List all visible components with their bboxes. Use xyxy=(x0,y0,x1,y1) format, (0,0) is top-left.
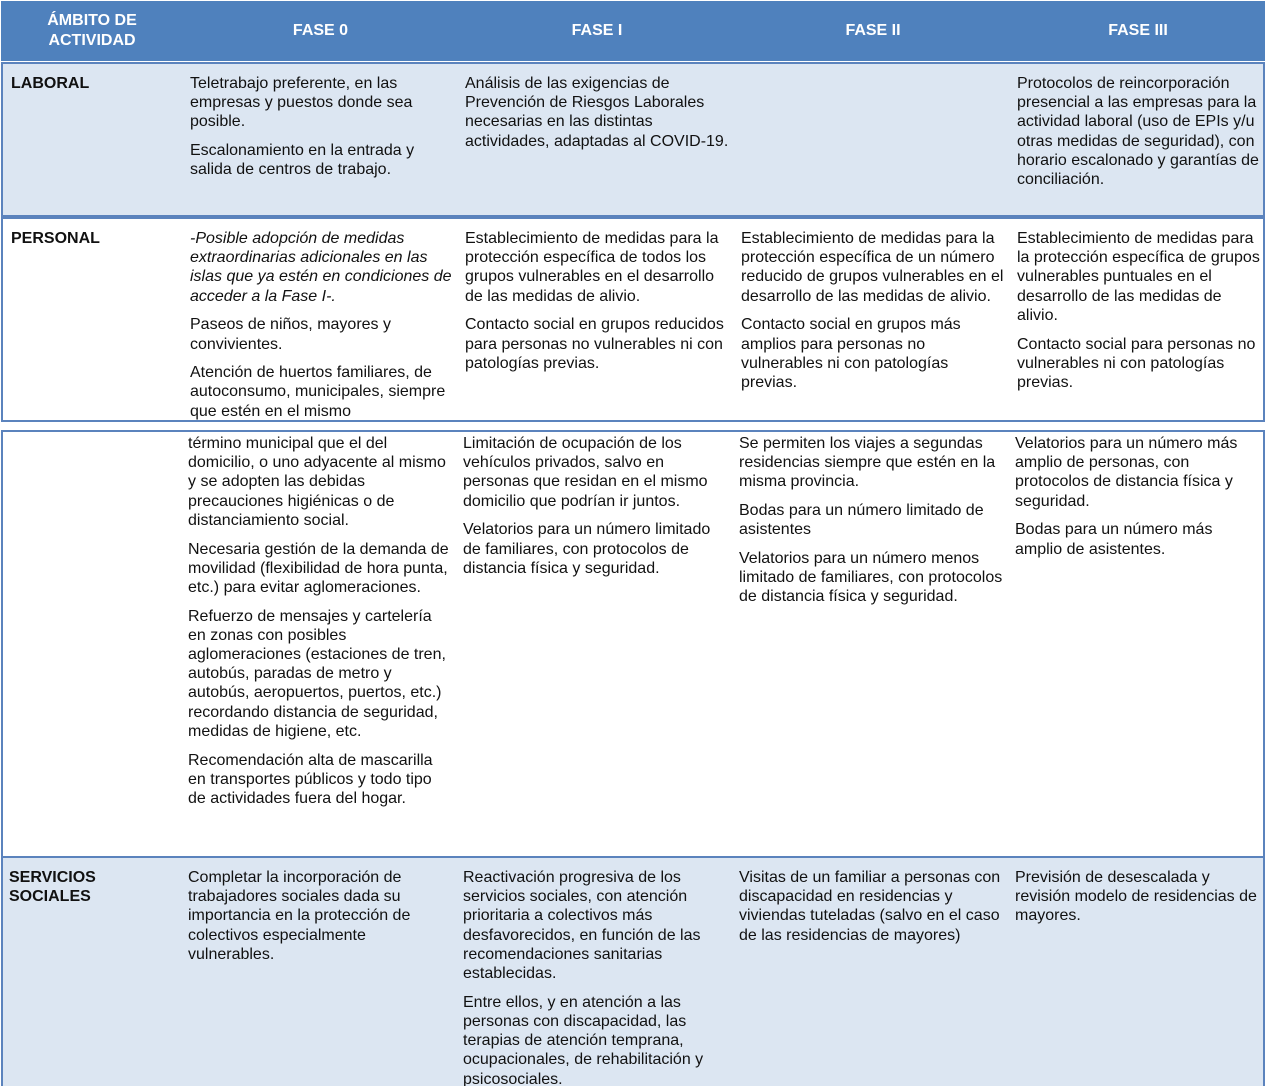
servicios-fase-3-item: Previsión de desescalada y revisión modelo de residencias de mayores. xyxy=(1015,869,1257,925)
personal-fase-2-item: Contacto social en grupos más amplios para personas no vulnerables ni con patologías previas. xyxy=(741,316,961,391)
personal-cont-fase-0-item: Recomendación alta de mascarilla en transportes públicos y todo tipo de actividades fuera del hogar. xyxy=(188,751,433,807)
personal-cont-fase-3-item: Bodas para un número más amplio de asistentes. xyxy=(1015,521,1213,558)
row-laboral xyxy=(1,62,1265,217)
laboral-fase-3 xyxy=(1017,64,1265,199)
personal-cont-fase-1-item: Limitación de ocupación de los vehículos privados, salvo en personas que residan en el mismo domicilio que podrían ir juntos. xyxy=(463,435,708,510)
servicios-fase-0-item: Completar la incorporación de trabajadores sociales dada su importancia en la protección de colectivos especialmente vulnerables. xyxy=(188,869,411,963)
personal-fase-1 xyxy=(465,219,730,382)
personal-fase-2 xyxy=(741,219,1006,402)
personal-fase-1-item: Establecimiento de medidas para la protección específica de todos los grupos vulnerables en el desarrollo de las medidas de alivio. xyxy=(465,230,719,305)
personal-cont-fase-2 xyxy=(739,432,1004,616)
personal-fase-2-item: Establecimiento de medidas para la protección específica de un número reducido de grupos vulnerables en el desarrollo de las medidas de alivio. xyxy=(741,230,1004,305)
row-label-laboral: LABORAL xyxy=(11,75,90,92)
laboral-fase-0 xyxy=(190,64,455,189)
row-label-personal: PERSONAL xyxy=(11,230,100,247)
header-fase-2: FASE II xyxy=(845,22,901,39)
laboral-fase-3-item: Protocolos de reincorporación presencial a las empresas para la actividad laboral (uso de EPIs y/u otras medidas de seguridad), con horario escalonado y garantías de conciliación. xyxy=(1017,75,1259,189)
row-label-servicios-sociales: SERVICIOS SOCIALES xyxy=(9,869,96,905)
personal-cont-fase-1 xyxy=(463,432,728,587)
personal-cont-fase-0-item: Refuerzo de mensajes y cartelería en zonas con posibles aglomeraciones (estaciones de tren, autobús, paradas de metro y autobús, aeropuertos, puertos, etc.) recordando distancia de seguridad, medidas de higiene, etc. xyxy=(188,607,446,740)
personal-fase-3-item: Establecimiento de medidas para la protección específica de grupos vulnerables puntuales en el desarrollo de las medidas de alivio. xyxy=(1017,230,1260,324)
personal-cont-fase-0-item: Necesaria gestión de la demanda de movilidad (flexibilidad de hora punta, etc.) para evitar aglomeraciones. xyxy=(188,540,449,596)
personal-fase-3 xyxy=(1017,219,1265,402)
servicios-fase-0 xyxy=(188,858,453,974)
laboral-fase-0-item: Escalonamiento en la entrada y salida de centros de trabajo. xyxy=(190,142,415,179)
personal-fase-3-item: Contacto social para personas no vulnerables ni con patologías previas. xyxy=(1017,335,1256,391)
personal-fase-0-item: Atención de huertos familiares, de autoconsumo, municipales, siempre que estén en el mismo xyxy=(190,364,446,420)
servicios-fase-2-item: Visitas de un familiar a personas con discapacidad en residencias y viviendas tuteladas (salvo en el caso de las residencias de mayores) xyxy=(739,869,1001,944)
personal-fase-0-item: -Posible adopción de medidas extraordinarias adicionales en las islas que ya estén en condiciones de acceder a la Fase I-. xyxy=(190,230,452,305)
laboral-fase-1 xyxy=(465,64,730,160)
servicios-fase-1-item: Entre ellos, y en atención a las personas con discapacidad, las terapias de atención temprana, ocupacionales, de rehabilitación y psicosociales. xyxy=(463,993,704,1086)
servicios-fase-1 xyxy=(463,858,728,1086)
personal-cont-fase-3 xyxy=(1015,432,1261,568)
personal-cont-fase-2-item: Se permiten los viajes a segundas residencias siempre que estén en la misma provincia. xyxy=(739,435,996,491)
personal-fase-1-item: Contacto social en grupos reducidos para personas no vulnerables ni con patologías previas. xyxy=(465,316,724,372)
personal-cont-fase-0 xyxy=(188,432,453,818)
header-fase-0: FASE 0 xyxy=(292,22,349,39)
servicios-fase-1-item: Reactivación progresiva de los servicios sociales, con atención prioritaria a colectivos más desfavorecidos, en función de las recomendaciones sanitarias establecidas. xyxy=(463,869,701,983)
header-fase-3: FASE III xyxy=(1108,22,1168,39)
laboral-fase-1-item: Análisis de las exigencias de Prevención de Riesgos Laborales necesarias en las distintas actividades, adaptadas al COVID-19. xyxy=(465,75,729,150)
row-label-personal-continued xyxy=(11,432,181,442)
personal-cont-fase-2-item: Bodas para un número limitado de asistentes xyxy=(739,502,984,539)
personal-cont-fase-0-item: término municipal que el del domicilio, o uno adyacente al mismo y se adopten las debidas precauciones higiénicas o de distanciamiento social. xyxy=(188,435,446,529)
header-fase-1: FASE I xyxy=(571,22,623,39)
laboral-fase-2 xyxy=(741,64,1006,74)
row-personal xyxy=(1,217,1265,422)
row-personal-continued xyxy=(1,430,1265,858)
personal-cont-fase-2-item: Velatorios para un número menos limitado de familiares, con protocolos de distancia física y seguridad. xyxy=(739,550,1003,606)
personal-cont-fase-3-item: Velatorios para un número más amplio de personas, con protocolos de distancia física y seguridad. xyxy=(1015,435,1238,510)
header-ambito: ÁMBITO DE ACTIVIDAD xyxy=(47,12,137,49)
servicios-fase-2 xyxy=(739,858,1004,954)
personal-cont-fase-1-item: Velatorios para un número limitado de familiares, con protocolos de distancia física y seguridad. xyxy=(463,521,711,577)
personal-fase-0 xyxy=(190,219,455,422)
laboral-fase-0-item: Teletrabajo preferente, en las empresas y puestos donde sea posible. xyxy=(190,75,413,131)
table-header xyxy=(1,1,1265,61)
row-servicios-sociales xyxy=(1,856,1265,1086)
personal-fase-0-item: Paseos de niños, mayores y convivientes. xyxy=(190,316,391,353)
servicios-fase-3 xyxy=(1015,858,1261,935)
